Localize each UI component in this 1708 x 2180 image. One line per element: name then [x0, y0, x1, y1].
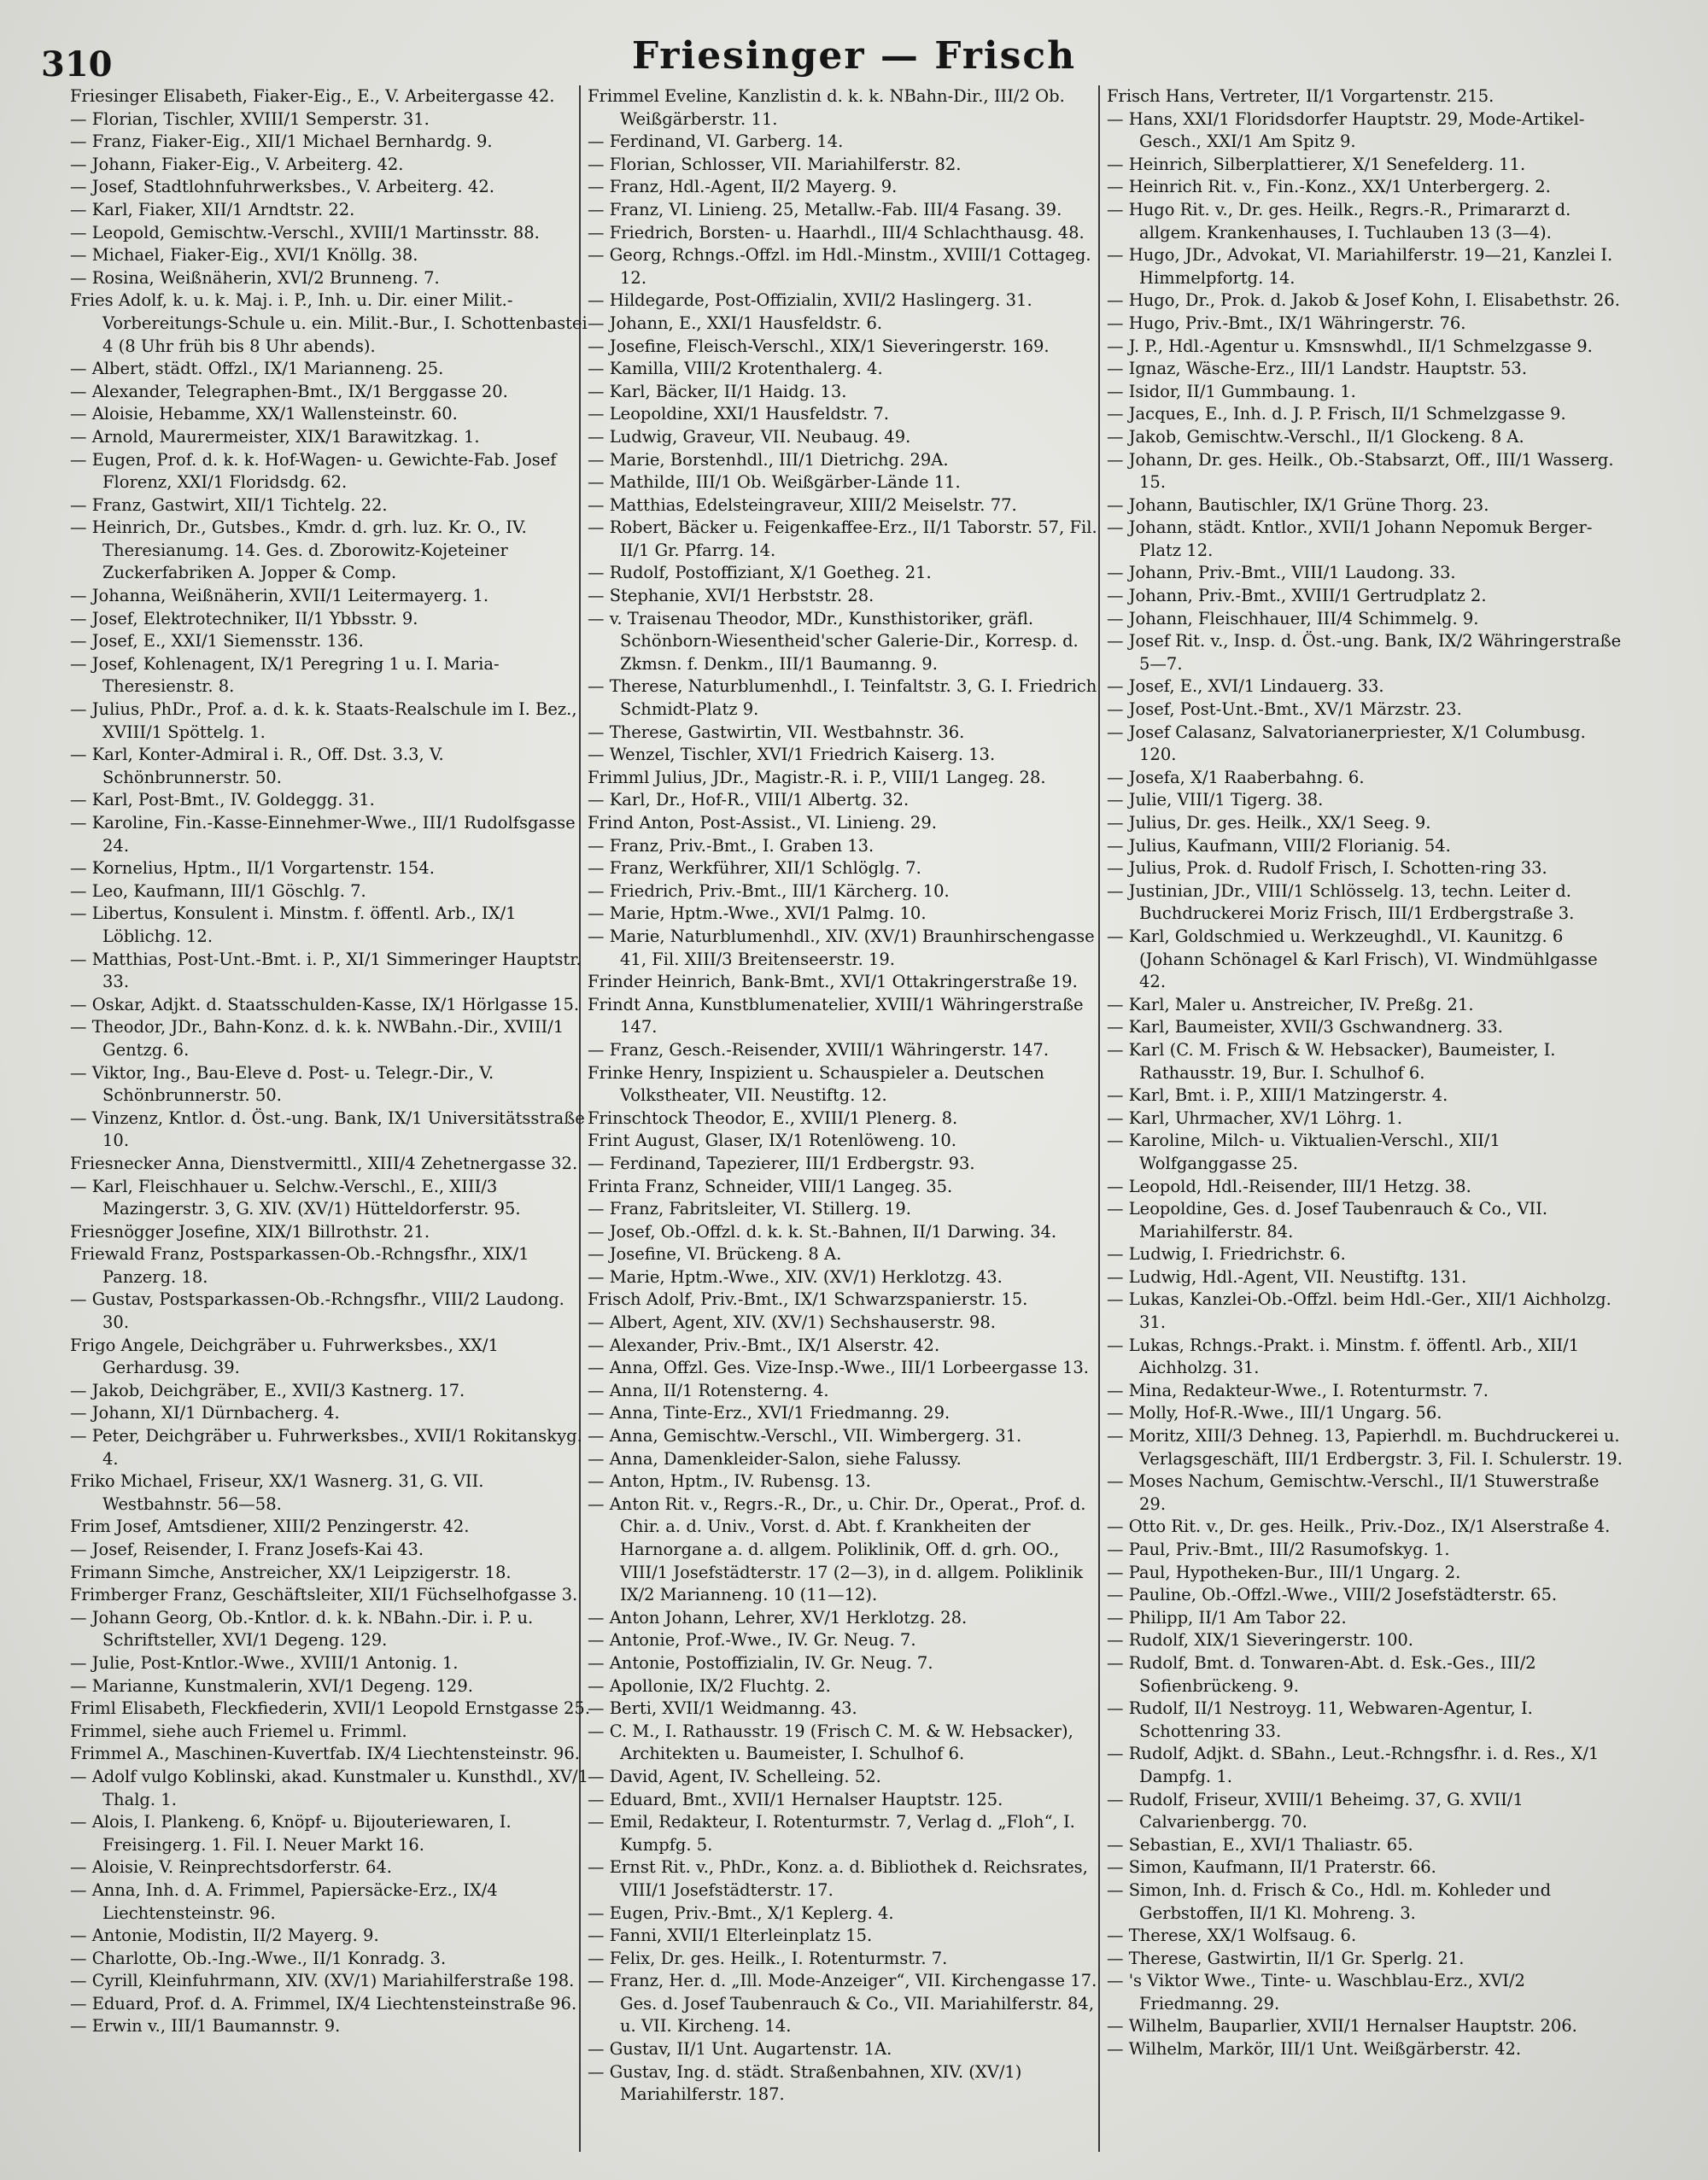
directory-entry: — Viktor, Ing., Bau-Eleve d. Post- u. Telegr.-Dir., V. Schönbrunnerstr. 50.: [70, 1062, 494, 1106]
directory-entry: — Erwin v., III/1 Baumannstr. 9.: [70, 2016, 341, 2037]
column-2: [588, 85, 1108, 2107]
directory-entry: — Rudolf, XIX/1 Sieveringerstr. 100.: [1107, 1630, 1413, 1651]
directory-entry: Frisch Adolf, Priv.-Bmt., IX/1 Schwarzspanierstr. 15.: [588, 1289, 1028, 1310]
directory-entry: — Alexander, Priv.-Bmt., IX/1 Alserstr. 42.: [588, 1335, 940, 1355]
directory-entry: — Oskar, Adjkt. d. Staatsschulden-Kasse, IX/1 Hörlgasse 15.: [70, 994, 580, 1014]
directory-entry: — Kamilla, VIII/2 Krotenthalerg. 4.: [588, 359, 883, 379]
directory-entry: — Karl, Maler u. Anstreicher, IV. Preßg. 21.: [1107, 994, 1474, 1014]
directory-entry: Frimml Julius, JDr., Magistr.-R. i. P., VIII/1 Langeg. 28.: [588, 767, 1046, 787]
directory-entry: — Therese, Gastwirtin, VII. Westbahnstr. 36.: [588, 722, 965, 742]
directory-entry: — Rudolf, Friseur, XVIII/1 Beheimg. 37, G. XVII/1 Calvarienbergg. 70.: [1107, 1789, 1524, 1832]
directory-entry: — Josef, Kohlenagent, IX/1 Peregring 1 u. I. Maria-Theresienstr. 8.: [70, 653, 500, 697]
directory-entry: — Antonie, Postoffizialin, IV. Gr. Neug. 7.: [588, 1652, 933, 1673]
directory-entry: — 's Viktor Wwe., Tinte- u. Waschblau-Erz., XVI/2 Friedmanng. 29.: [1107, 1971, 1525, 2013]
directory-entry: — Rudolf, II/1 Nestroyg. 11, Webwaren-Agentur, I. Schottenring 33.: [1107, 1698, 1533, 1741]
directory-entry: — Eduard, Prof. d. A. Frimmel, IX/4 Liechtensteinstraße 96.: [70, 1993, 577, 2013]
directory-entry: — Johann, Bautischler, IX/1 Grüne Thorg. 23.: [1107, 494, 1489, 515]
directory-entry: — Leo, Kaufmann, III/1 Göschlg. 7.: [70, 880, 366, 901]
directory-entry: — Franz, Her. d. „Ill. Mode-Anzeiger“, VII. Kirchengasse 17. Ges. d. Josef Taubenrauch & Co., VII. Mariahilferstr. 84, u. VII. Kircheng. 14.: [588, 1971, 1097, 2037]
directory-entry: — Wilhelm, Bauparlier, XVII/1 Hernalser Hauptstr. 206.: [1107, 2016, 1577, 2037]
directory-entry: — Gustav, II/1 Unt. Augartenstr. 1A.: [588, 2039, 892, 2060]
directory-entry: — Marie, Hptm.-Wwe., XVI/1 Palmg. 10.: [588, 903, 927, 924]
directory-entry: — Cyrill, Kleinfuhrmann, XIV. (XV/1) Mariahilferstraße 198.: [70, 1971, 575, 1991]
directory-entry: — Josef, Stadtlohnfuhrwerksbes., V. Arbeiterg. 42.: [70, 177, 494, 197]
directory-entry: — Alexander, Telegraphen-Bmt., IX/1 Berggasse 20.: [70, 381, 508, 401]
directory-entry: — Antonie, Modistin, II/2 Mayerg. 9.: [70, 1926, 379, 1946]
directory-entry: — Peter, Deichgräber u. Fuhrwerksbes., XVII/1 Rokitanskyg. 4.: [70, 1426, 582, 1469]
directory-entry: — Paul, Priv.-Bmt., III/2 Rasumofskyg. 1.: [1107, 1540, 1450, 1559]
directory-entry: — Franz, Priv.-Bmt., I. Graben 13.: [588, 835, 874, 856]
directory-entry: — Johann, XI/1 Dürnbacherg. 4.: [70, 1403, 340, 1423]
directory-entry: — Josef, E., XVI/1 Lindauerg. 33.: [1107, 676, 1384, 697]
column-1: [70, 85, 591, 2038]
directory-entry: — Sebastian, E., XVI/1 Thaliastr. 65.: [1107, 1834, 1413, 1855]
directory-entry: — Heinrich Rit. v., Fin.-Konz., XX/1 Unterbergerg. 2.: [1107, 177, 1551, 197]
directory-entry: — J. P., Hdl.-Agentur u. Kmsnswhdl., II/1 Schmelzgasse 9.: [1107, 336, 1593, 356]
directory-entry: — Eugen, Prof. d. k. k. Hof-Wagen- u. Gewichte-Fab. Josef Florenz, XXI/1 Floridsdg. 62.: [70, 449, 557, 493]
directory-entry: — Michael, Fiaker-Eig., XVI/1 Knöllg. 38.: [70, 245, 418, 266]
directory-entry: — Josef, Ob.-Offzl. d. k. k. St.-Bahnen, II/1 Darwing. 34.: [588, 1221, 1057, 1242]
directory-entry: — Albert, Agent, XIV. (XV/1) Sechshauserstr. 98.: [588, 1312, 996, 1333]
directory-entry: — Johann, E., XXI/1 Hausfeldstr. 6.: [588, 313, 883, 333]
directory-entry: Fries Adolf, k. u. k. Maj. i. P., Inh. u. Dir. einer Milit.-Vorbereitungs-Schule u. ein. Milit.-Bur., I. Schottenbastei 4 (8 Uhr früh bis 8 Uhr abends).: [70, 290, 588, 356]
directory-entry: — Jakob, Gemischtw.-Verschl., II/1 Glockeng. 8 A.: [1107, 426, 1524, 447]
directory-entry: — Ludwig, Hdl.-Agent, VII. Neustiftg. 131.: [1107, 1266, 1467, 1287]
directory-entry: — Kornelius, Hptm., II/1 Vorgartenstr. 154.: [70, 858, 435, 879]
directory-entry: — Ludwig, I. Friedrichstr. 6.: [1107, 1244, 1346, 1265]
directory-entry: — Josefine, VI. Brückeng. 8 A.: [588, 1244, 842, 1265]
directory-entry: — Anna, Offzl. Ges. Vize-Insp.-Wwe., III/1 Lorbeergasse 13.: [588, 1358, 1089, 1378]
directory-entry: — Franz, Gastwirt, XII/1 Tichtelg. 22.: [70, 494, 388, 515]
directory-entry: — Karl, Konter-Admiral i. R., Off. Dst. 3.3, V. Schönbrunnerstr. 50.: [70, 745, 444, 787]
directory-entry: — Aloisie, Hebamme, XX/1 Wallensteinstr. 60.: [70, 404, 458, 424]
directory-entry: — Josefa, X/1 Raaberbahng. 6.: [1107, 767, 1365, 787]
directory-entry: — Vinzenz, Kntlor. d. Öst.-ung. Bank, IX/1 Universitätsstraße 10.: [70, 1108, 585, 1151]
directory-entry: — Fanni, XVII/1 Elterleinplatz 15.: [588, 1926, 873, 1946]
directory-entry: — Karl, Baumeister, XVII/3 Gschwandnerg. 33.: [1107, 1017, 1503, 1037]
directory-entry: — Karl, Post-Bmt., IV. Goldeggg. 31.: [70, 790, 375, 810]
directory-entry: — Karl, Fiaker, XII/1 Arndtstr. 22.: [70, 199, 355, 219]
directory-entry: — Apollonie, IX/2 Fluchtg. 2.: [588, 1675, 831, 1696]
directory-entry: — Albert, städt. Offzl., IX/1 Marianneng. 25.: [70, 359, 444, 379]
directory-entry: — Rudolf, Postoffiziant, X/1 Goetheg. 21.: [588, 563, 932, 583]
directory-entry: — Anton Rit. v., Regrs.-R., Dr., u. Chir. Dr., Operat., Prof. d. Chir. a. d. Univ., Vorst. d. Abt. f. Krankheiten der Harnorgane a. d. allgem. Poliklinik, Off. d. grh. OO., VIII/1 Josefstädterstr. 17 (2—3), in d. allgem. Poliklinik IX/2 Marianneng. 10 (11—12).: [588, 1493, 1086, 1605]
directory-entry: — Florian, Tischler, XVIII/1 Semperstr. 31.: [70, 108, 430, 129]
directory-entry: Frind Anton, Post-Assist., VI. Linieng. 29.: [588, 813, 937, 833]
directory-entry: — Franz, Werkführer, XII/1 Schlöglg. 7.: [588, 858, 921, 879]
directory-entry: — Aloisie, V. Reinprechtsdorferstr. 64.: [70, 1857, 392, 1878]
directory-entry: Frinder Heinrich, Bank-Bmt., XVI/1 Ottakringerstraße 19.: [588, 972, 1078, 992]
directory-entry: Frigo Angele, Deichgräber u. Fuhrwerksbes., XX/1 Gerhardusg. 39.: [70, 1335, 499, 1378]
directory-entry: — Anna, Tinte-Erz., XVI/1 Friedmanng. 29.: [588, 1403, 951, 1423]
directory-entry: — Moses Nachum, Gemischtw.-Verschl., II/1 Stuwerstraße 29.: [1107, 1471, 1600, 1514]
directory-entry: — Karl, Goldschmied u. Werkzeughdl., VI. Kaunitzg. 6 (Johann Schönagel & Karl Frisch), VI. Windmühlgasse 42.: [1107, 926, 1598, 992]
directory-entry: Friesnögger Josefine, XIX/1 Billrothstr. 21.: [70, 1221, 430, 1242]
directory-entry: — Franz, VI. Linieng. 25, Metallw.-Fab. III/4 Fasang. 39.: [588, 199, 1062, 219]
directory-entry: — Julie, Post-Kntlor.-Wwe., XVIII/1 Antonig. 1.: [70, 1652, 459, 1673]
directory-entry: Frimmel, siehe auch Friemel u. Frimml.: [70, 1721, 407, 1741]
directory-entry: — Franz, Fiaker-Eig., XII/1 Michael Bernhardg. 9.: [70, 132, 493, 152]
running-head: Friesinger — Frisch: [631, 34, 1077, 78]
directory-entry: — Johann, Dr. ges. Heilk., Ob.-Stabsarzt, Off., III/1 Wasserg. 15.: [1107, 449, 1614, 493]
directory-entry: — Franz, Gesch.-Reisender, XVIII/1 Währingerstr. 147.: [588, 1039, 1050, 1060]
directory-entry: — Ernst Rit. v., PhDr., Konz. a. d. Bibliothek d. Reichsrates, VIII/1 Josefstädterstr. 17.: [588, 1857, 1088, 1900]
directory-entry: Friesnecker Anna, Dienstvermittl., XIII/4 Zehetnergasse 32.: [70, 1153, 578, 1173]
directory-entry: — Antonie, Prof.-Wwe., IV. Gr. Neug. 7.: [588, 1630, 916, 1651]
directory-entry: — Berti, XVII/1 Weidmanng. 43.: [588, 1698, 857, 1719]
directory-entry: — Robert, Bäcker u. Feigenkaffee-Erz., II/1 Taborstr. 57, Fil. II/1 Gr. Pfarrg. 14.: [588, 517, 1097, 560]
directory-entry: — Marie, Borstenhdl., III/1 Dietrichg. 29A.: [588, 449, 949, 470]
directory-entry: — Therese, Naturblumenhdl., I. Teinfaltstr. 3, G. I. Friedrich Schmidt-Platz 9.: [588, 676, 1097, 720]
directory-entry: — Matthias, Edelsteingraveur, XIII/2 Meiselstr. 77.: [588, 494, 1017, 515]
directory-entry: — Heinrich, Silberplattierer, X/1 Senefelderg. 11.: [1107, 154, 1526, 174]
directory-entry: — Matthias, Post-Unt.-Bmt. i. P., XI/1 Simmeringer Hauptstr. 33.: [70, 949, 582, 992]
directory-entry: — Josef, Elektrotechniker, II/1 Ybbsstr. 9.: [70, 608, 418, 628]
directory-entry: — Gustav, Ing. d. städt. Straßenbahnen, XIV. (XV/1) Mariahilferstr. 187.: [588, 2061, 1022, 2105]
directory-entry: — Gustav, Postsparkassen-Ob.-Rchngsfhr., VIII/2 Laudong. 30.: [70, 1289, 564, 1333]
directory-entry: — Karl, Uhrmacher, XV/1 Löhrg. 1.: [1107, 1108, 1403, 1128]
directory-entry: — Josef, Post-Unt.-Bmt., XV/1 Märzstr. 23.: [1107, 699, 1462, 720]
directory-entry: — Anna, II/1 Rotensterng. 4.: [588, 1380, 829, 1400]
directory-entry: — Therese, XX/1 Wolfsaug. 6.: [1107, 1926, 1357, 1946]
directory-entry: — Karl, Fleischhauer u. Selchw.-Verschl., E., XIII/3 Mazingerstr. 3, G. XIV. (XV/1) Hütteldorferstr. 95.: [70, 1176, 521, 1219]
directory-entry: — C. M., I. Rathausstr. 19 (Frisch C. M. & W. Hebsacker), Architekten u. Baumeister, I. Schulhof 6.: [588, 1721, 1073, 1764]
directory-entry: Frint August, Glaser, IX/1 Rotenlöweng. 10.: [588, 1131, 956, 1151]
directory-entry: — Isidor, II/1 Gummbaung. 1.: [1107, 381, 1356, 401]
directory-entry: Frinke Henry, Inspizient u. Schauspieler a. Deutschen Volkstheater, VII. Neustiftg. 12.: [588, 1062, 1044, 1106]
directory-entry: — Theodor, JDr., Bahn-Konz. d. k. k. NWBahn.-Dir., XVIII/1 Gentzg. 6.: [70, 1017, 564, 1060]
directory-entry: — Emil, Redakteur, I. Rotenturmstr. 7, Verlag d. „Floh“, I. Kumpfg. 5.: [588, 1812, 1075, 1855]
directory-entry: — Julius, Dr. ges. Heilk., XX/1 Seeg. 9.: [1107, 813, 1431, 833]
directory-entry: — Johann Georg, Ob.-Kntlor. d. k. k. NBahn.-Dir. i. P. u. Schriftsteller, XVI/1 Degeng. 129.: [70, 1607, 534, 1651]
directory-entry: — Anna, Damenkleider-Salon, siehe Falussy.: [588, 1448, 962, 1469]
directory-entry: — Johann, Priv.-Bmt., VIII/1 Laudong. 33.: [1107, 563, 1456, 583]
directory-entry: — Leopoldine, Ges. d. Josef Taubenrauch & Co., VII. Mariahilferstr. 84.: [1107, 1199, 1548, 1242]
directory-entry: — Rudolf, Adjkt. d. SBahn., Leut.-Rchngsfhr. i. d. Res., X/1 Dampfg. 1.: [1107, 1744, 1600, 1786]
directory-entry: — Ignaz, Wäsche-Erz., III/1 Landstr. Hauptstr. 53.: [1107, 359, 1528, 379]
directory-entry: — v. Traisenau Theodor, MDr., Kunsthistoriker, gräfl. Schönborn-Wiesentheid'scher Galerie-Dir., Korresp. d. Zkmsn. f. Denkm., III/1 Baumanng. 9.: [588, 608, 1079, 674]
directory-entry: — David, Agent, IV. Schelleing. 52.: [588, 1766, 881, 1786]
directory-entry: — Hugo, JDr., Advokat, VI. Mariahilferstr. 19—21, Kanzlei I. Himmelpfortg. 14.: [1107, 245, 1613, 288]
directory-entry: — Hugo, Dr., Prok. d. Jakob & Josef Kohn, I. Elisabethstr. 26.: [1107, 290, 1620, 311]
directory-entry: — Wenzel, Tischler, XVI/1 Friedrich Kaiserg. 13.: [588, 745, 996, 765]
directory-entry: — Simon, Kaufmann, II/1 Praterstr. 66.: [1107, 1857, 1436, 1878]
directory-entry: — Josef Rit. v., Insp. d. Öst.-ung. Bank, IX/2 Währingerstraße 5—7.: [1107, 631, 1622, 674]
directory-entry: — Ferdinand, Tapezierer, III/1 Erdbergstr. 93.: [588, 1153, 975, 1173]
directory-entry: — Ferdinand, VI. Garberg. 14.: [588, 132, 844, 152]
directory-entry: Frinschtock Theodor, E., XVIII/1 Plenerg. 8.: [588, 1108, 958, 1128]
directory-entry: — Karl, Dr., Hof-R., VIII/1 Albertg. 32.: [588, 790, 910, 810]
directory-entry: — Molly, Hof-R.-Wwe., III/1 Ungarg. 56.: [1107, 1403, 1442, 1423]
directory-entry: — Stephanie, XVI/1 Herbststr. 28.: [588, 586, 874, 606]
directory-entry: — Karoline, Fin.-Kasse-Einnehmer-Wwe., III/1 Rudolfsgasse 24.: [70, 813, 576, 856]
directory-entry: — Julius, Kaufmann, VIII/2 Florianig. 54.: [1107, 835, 1451, 856]
directory-entry: — Friedrich, Priv.-Bmt., III/1 Kärcherg. 10.: [588, 880, 950, 901]
directory-entry: Frimann Simche, Anstreicher, XX/1 Leipzigerstr. 18.: [70, 1562, 512, 1582]
directory-entry: — Leopoldine, XXI/1 Hausfeldstr. 7.: [588, 404, 889, 424]
directory-entry: — Johann, städt. Kntlor., XVII/1 Johann Nepomuk Berger-Platz 12.: [1107, 517, 1593, 560]
directory-entry: — Johanna, Weißnäherin, XVII/1 Leitermayerg. 1.: [70, 586, 489, 606]
directory-entry: — Karoline, Milch- u. Viktualien-Verschl., XII/1 Wolfganggasse 25.: [1107, 1131, 1500, 1173]
directory-entry: — Lukas, Rchngs.-Prakt. i. Minstm. f. öffentl. Arb., XII/1 Aichholzg. 31.: [1107, 1335, 1580, 1378]
directory-entry: — Jakob, Deichgräber, E., XVII/3 Kastnerg. 17.: [70, 1380, 465, 1400]
directory-entry: — Josef, Reisender, I. Franz Josefs-Kai 43.: [70, 1540, 424, 1559]
directory-entry: — Anton Johann, Lehrer, XV/1 Herklotzg. 28.: [588, 1607, 968, 1628]
directory-entry: Friewald Franz, Postsparkassen-Ob.-Rchngsfhr., XIX/1 Panzerg. 18.: [70, 1244, 529, 1287]
directory-entry: — Leopold, Gemischtw.-Verschl., XVIII/1 Martinsstr. 88.: [70, 222, 540, 243]
directory-entry: — Julius, Prok. d. Rudolf Frisch, I. Schotten-ring 33.: [1107, 858, 1547, 879]
directory-entry: — Arnold, Maurermeister, XIX/1 Barawitzkag. 1.: [70, 426, 480, 447]
directory-entry: — Eduard, Bmt., XVII/1 Hernalser Hauptstr. 125.: [588, 1789, 1003, 1809]
directory-entry: Frim Josef, Amtsdiener, XIII/2 Penzingerstr. 42.: [70, 1517, 470, 1537]
directory-entry: — Jacques, E., Inh. d. J. P. Frisch, II/1 Schmelzgasse 9.: [1107, 404, 1566, 424]
directory-entry: Frinta Franz, Schneider, VIII/1 Langeg. 35.: [588, 1176, 953, 1196]
directory-entry: — Georg, Rchngs.-Offzl. im Hdl.-Minstm., XVIII/1 Cottageg. 12.: [588, 245, 1091, 288]
directory-entry: — Moritz, XIII/3 Dehneg. 13, Papierhdl. m. Buchdruckerei u. Verlagsgeschäft, III/1 Erdbergstr. 3, Fil. I. Schulerstr. 19.: [1107, 1426, 1623, 1469]
directory-entry: — Mina, Redakteur-Wwe., I. Rotenturmstr. 7.: [1107, 1380, 1489, 1400]
directory-entry: — Karl (C. M. Frisch & W. Hebsacker), Baumeister, I. Rathausstr. 19, Bur. I. Schulhof 6.: [1107, 1039, 1556, 1083]
directory-entry: — Hans, XXI/1 Floridsdorfer Hauptstr. 29, Mode-Artikel-Gesch., XXI/1 Am Spitz 9.: [1107, 108, 1585, 152]
directory-entry: Frimmel Eveline, Kanzlistin d. k. k. NBahn-Dir., III/2 Ob. Weißgärberstr. 11.: [588, 86, 1065, 129]
directory-entry: — Franz, Fabritsleiter, VI. Stillerg. 19.: [588, 1199, 911, 1219]
directory-entry: — Ludwig, Graveur, VII. Neubaug. 49.: [588, 426, 911, 447]
directory-entry: — Karl, Bäcker, II/1 Haidg. 13.: [588, 381, 847, 401]
directory-entry: — Florian, Schlosser, VII. Mariahilferstr. 82.: [588, 154, 962, 174]
directory-entry: — Johann, Fiaker-Eig., V. Arbeiterg. 42.: [70, 154, 404, 174]
directory-entry: Frimmel A., Maschinen-Kuvertfab. IX/4 Liechtensteinstr. 96.: [70, 1744, 580, 1764]
directory-entry: — Alois, I. Plankeng. 6, Knöpf- u. Bijouteriewaren, I. Freisingerg. 1. Fil. I. Neuer Markt 16.: [70, 1812, 512, 1855]
directory-entry: — Johann, Fleischhauer, III/4 Schimmelg. 9.: [1107, 608, 1479, 628]
directory-entry: — Philipp, II/1 Am Tabor 22.: [1107, 1607, 1347, 1628]
directory-entry: — Lukas, Kanzlei-Ob.-Offzl. beim Hdl.-Ger., XII/1 Aichholzg. 31.: [1107, 1289, 1611, 1333]
directory-entry: — Mathilde, III/1 Ob. Weißgärber-Lände 11.: [588, 472, 961, 493]
column-3: [1107, 85, 1628, 2061]
directory-entry: — Josef Calasanz, Salvatorianerpriester, X/1 Columbusg. 120.: [1107, 722, 1586, 765]
directory-entry: Frisch Hans, Vertreter, II/1 Vorgartenstr. 215.: [1107, 86, 1494, 106]
directory-entry: — Josefine, Fleisch-Verschl., XIX/1 Sieveringerstr. 169.: [588, 336, 1050, 356]
directory-entry: — Marie, Hptm.-Wwe., XIV. (XV/1) Herklotzg. 43.: [588, 1266, 1003, 1287]
directory-entry: — Wilhelm, Markör, III/1 Unt. Weißgärberstr. 42.: [1107, 2039, 1522, 2060]
directory-entry: — Eugen, Priv.-Bmt., X/1 Keplerg. 4.: [588, 1902, 894, 1923]
directory-entry: — Julie, VIII/1 Tigerg. 38.: [1107, 790, 1324, 810]
directory-entry: — Charlotte, Ob.-Ing.-Wwe., II/1 Konradg. 3.: [70, 1948, 447, 1968]
directory-entry: — Josef, E., XXI/1 Siemensstr. 136.: [70, 631, 364, 652]
directory-entry: — Rudolf, Bmt. d. Tonwaren-Abt. d. Esk.-Ges., III/2 Sofienbrückeng. 9.: [1107, 1652, 1536, 1696]
directory-entry: Friko Michael, Friseur, XX/1 Wasnerg. 31, G. VII. Westbahnstr. 56—58.: [70, 1471, 484, 1514]
directory-entry: — Julius, PhDr., Prof. a. d. k. k. Staats-Realschule im I. Bez., XVIII/1 Spöttelg. 1.: [70, 699, 577, 742]
directory-entry: — Karl, Bmt. i. P., XIII/1 Matzingerstr. 4.: [1107, 1085, 1448, 1106]
directory-entry: — Hugo Rit. v., Dr. ges. Heilk., Regrs.-R., Primararzt d. allgem. Krankenhauses, I. Tuchlauben 13 (3—4).: [1107, 199, 1571, 243]
directory-entry: — Johann, Priv.-Bmt., XVIII/1 Gertrudplatz 2.: [1107, 586, 1487, 606]
directory-entry: — Anna, Inh. d. A. Frimmel, Papiersäcke-Erz., IX/4 Liechtensteinstr. 96.: [70, 1879, 498, 1923]
directory-entry: — Therese, Gastwirtin, II/1 Gr. Sperlg. 21.: [1107, 1948, 1465, 1968]
directory-entry: — Marianne, Kunstmalerin, XVI/1 Degeng. 129.: [70, 1675, 473, 1696]
directory-entry: — Rosina, Weißnäherin, XVI/2 Brunneng. 7.: [70, 267, 440, 288]
directory-entry: — Hildegarde, Post-Offizialin, XVII/2 Haslingerg. 31.: [588, 290, 1032, 311]
directory-entry: — Simon, Inh. d. Frisch & Co., Hdl. m. Kohleder und Gerbstoffen, II/1 Kl. Mohreng. 3.: [1107, 1879, 1552, 1923]
directory-entry: — Adolf vulgo Koblinski, akad. Kunstmaler u. Kunsthdl., XV/1 Thalg. 1.: [70, 1766, 588, 1809]
directory-entry: — Paul, Hypotheken-Bur., III/1 Ungarg. 2.: [1107, 1562, 1461, 1582]
directory-entry: — Felix, Dr. ges. Heilk., I. Rotenturmstr. 7.: [588, 1948, 948, 1968]
directory-entry: Friesinger Elisabeth, Fiaker-Eig., E., V. Arbeitergasse 42.: [70, 86, 555, 106]
directory-entry: — Marie, Naturblumenhdl., XIV. (XV/1) Braunhirschengasse 41, Fil. XIII/3 Breitenseerstr. 19.: [588, 926, 1095, 969]
directory-entry: Frimberger Franz, Geschäftsleiter, XII/1 Füchselhofgasse 3.: [70, 1585, 578, 1605]
directory-entry: — Otto Rit. v., Dr. ges. Heilk., Priv.-Doz., IX/1 Alserstraße 4.: [1107, 1517, 1611, 1537]
directory-entry: — Leopold, Hdl.-Reisender, III/1 Hetzg. 38.: [1107, 1176, 1471, 1196]
directory-entry: — Friedrich, Borsten- u. Haarhdl., III/4 Schlachthausg. 48.: [588, 222, 1085, 243]
directory-entry: — Libertus, Konsulent i. Minstm. f. öffentl. Arb., IX/1 Löblichg. 12.: [70, 903, 517, 946]
directory-entry: — Anna, Gemischtw.-Verschl., VII. Wimbergerg. 31.: [588, 1426, 1022, 1447]
directory-entry: — Justinian, JDr., VIII/1 Schlösselg. 13, techn. Leiter d. Buchdruckerei Moriz Frisch, III/1 Erdbergstraße 3.: [1107, 880, 1575, 924]
directory-entry: — Hugo, Priv.-Bmt., IX/1 Währingerstr. 76.: [1107, 313, 1466, 333]
directory-entry: Frindt Anna, Kunstblumenatelier, XVIII/1 Währingerstraße 147.: [588, 994, 1084, 1037]
page-number: 310: [41, 44, 113, 85]
directory-entry: — Pauline, Ob.-Offzl.-Wwe., VIII/2 Josefstädterstr. 65.: [1107, 1585, 1558, 1605]
directory-entry: — Heinrich, Dr., Gutsbes., Kmdr. d. grh. luz. Kr. O., IV. Theresianumg. 14. Ges. d. Zborowitz-Kojeteiner Zuckerfabriken A. Jopper & Comp.: [70, 517, 527, 583]
directory-entry: — Franz, Hdl.-Agent, II/2 Mayerg. 9.: [588, 177, 898, 197]
directory-entry: — Anton, Hptm., IV. Rubensg. 13.: [588, 1471, 871, 1492]
directory-entry: Friml Elisabeth, Fleckfiederin, XVII/1 Leopold Ernstgasse 25.: [70, 1698, 591, 1719]
